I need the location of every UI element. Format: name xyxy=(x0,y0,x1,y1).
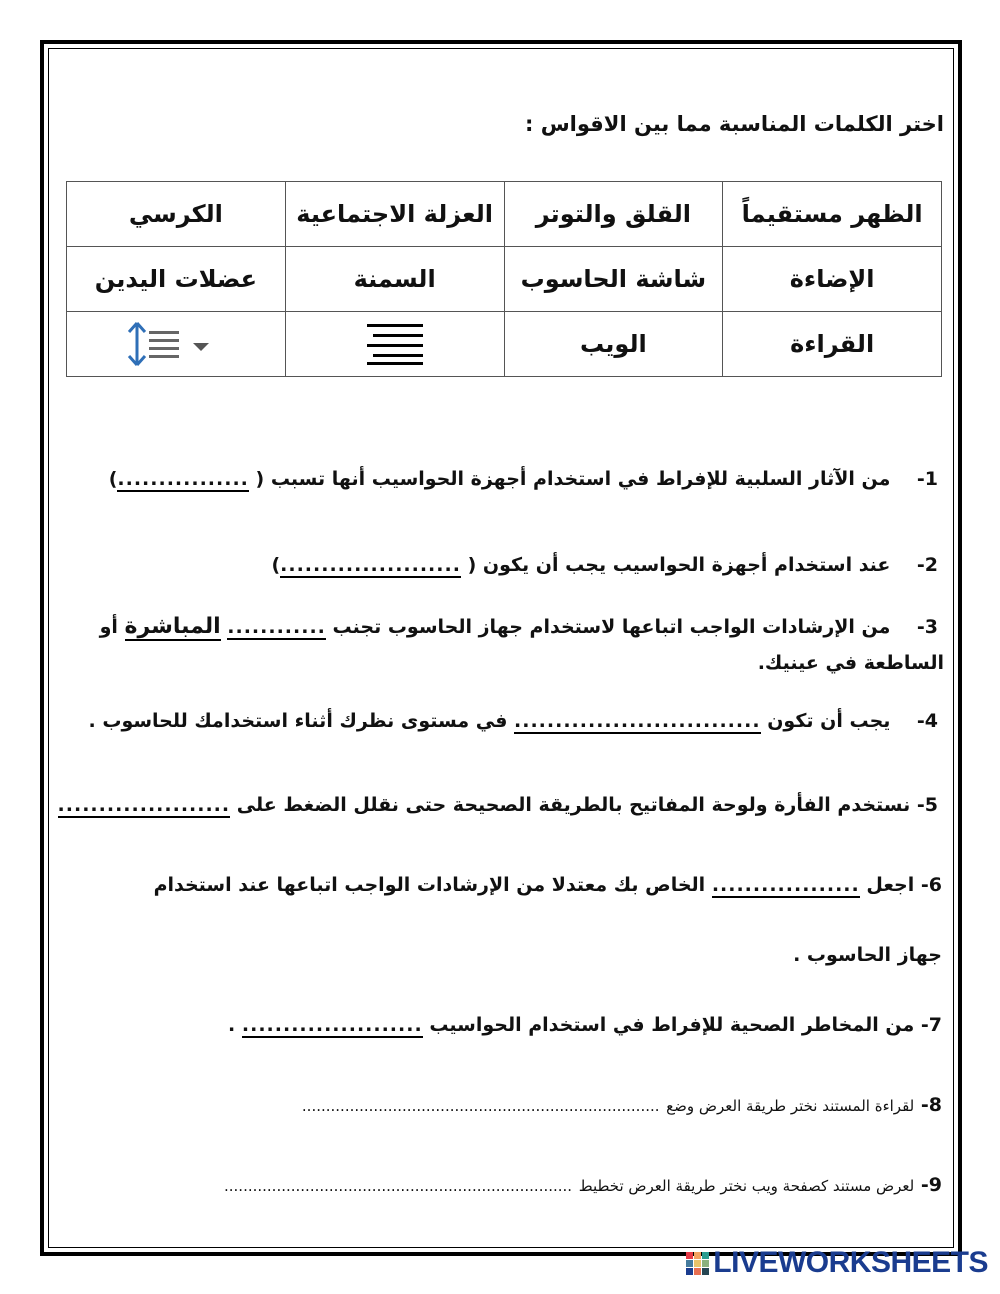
align-justify-icon xyxy=(365,322,425,366)
question-9 xyxy=(224,1174,942,1196)
question-text: يجب أن تكون xyxy=(767,710,891,732)
question-number: 3- xyxy=(916,616,938,638)
word-bank-cell: العزلة الاجتماعية xyxy=(285,182,504,247)
question-text: لعرض مستند كصفحة ويب نختر طريقة العرض تخطيط xyxy=(578,1177,915,1195)
word-bank-row xyxy=(67,312,942,377)
word-bank-cell: الكرسي xyxy=(67,182,286,247)
question-text: اجعل xyxy=(866,874,915,896)
question-2 xyxy=(271,554,938,578)
word-bank-row xyxy=(67,247,942,312)
brand-name: LIVEWORKSHEETS xyxy=(713,1246,988,1279)
question-number: 2- xyxy=(916,554,938,576)
question-text-tail: أو xyxy=(99,616,118,638)
answer-blank[interactable]: ............ xyxy=(227,616,326,638)
word-bank-cell-justify xyxy=(285,312,504,377)
answer-blank[interactable]: ......................................................................... xyxy=(224,1177,573,1195)
word-bank-cell: عضلات اليدين xyxy=(67,247,286,312)
answer-blank[interactable]: ...................... xyxy=(280,554,461,576)
bracket: ) xyxy=(271,554,281,576)
dropdown-arrow-icon xyxy=(193,343,209,351)
word-bank-cell: شاشة الحاسوب xyxy=(504,247,723,312)
question-number: 7- xyxy=(920,1014,942,1036)
question-text: نستخدم الفأرة ولوحة المفاتيح بالطريقة الصحيحة حتى نقلل الضغط على xyxy=(236,794,911,816)
question-text-tail: . xyxy=(228,1014,236,1036)
question-7 xyxy=(228,1014,942,1038)
word-bank-cell: الظهر مستقيماً xyxy=(723,182,942,247)
question-text: من الآثار السلبية للإفراط في استخدام أجهزة الحواسيب أنها تسبب ( xyxy=(255,468,891,490)
logo-mark-icon xyxy=(686,1252,709,1275)
question-text: من المخاطر الصحية للإفراط في استخدام الحواسيب xyxy=(429,1014,915,1036)
answer-blank[interactable]: .............................. xyxy=(514,710,761,732)
question-number: 1- xyxy=(916,468,938,490)
question-5 xyxy=(58,794,938,818)
filled-answer[interactable]: المباشرة xyxy=(124,614,221,639)
answer-blank[interactable]: ..................... xyxy=(57,794,231,816)
question-1 xyxy=(109,468,938,492)
line-spacing-icon xyxy=(121,319,231,369)
question-3 xyxy=(100,614,938,640)
question-text: عند استخدام أجهزة الحواسيب يجب أن يكون ( xyxy=(467,554,891,576)
answer-blank[interactable]: .................. xyxy=(711,874,860,896)
question-6-line2: جهاز الحاسوب . xyxy=(793,944,942,966)
question-number: 5- xyxy=(916,794,938,816)
word-bank-cell: السمنة xyxy=(285,247,504,312)
word-bank-cell: القلق والتوتر xyxy=(504,182,723,247)
liveworksheets-logo xyxy=(686,1246,988,1280)
word-bank-table xyxy=(66,181,942,377)
question-6 xyxy=(154,874,942,898)
word-bank-cell: الويب xyxy=(504,312,723,377)
word-bank-cell: القراءة xyxy=(723,312,942,377)
word-bank-row xyxy=(67,182,942,247)
instruction: اختر الكلمات المناسبة مما بين الاقواس : xyxy=(525,112,944,136)
word-bank-cell-line-spacing xyxy=(67,312,286,377)
question-number: 9- xyxy=(920,1174,942,1196)
question-3-line2: الساطعة في عينيك. xyxy=(757,652,944,674)
question-number: 6- xyxy=(920,874,942,896)
answer-blank[interactable]: ........................................................................... xyxy=(301,1097,660,1115)
question-4 xyxy=(89,710,938,734)
bracket: ) xyxy=(108,468,118,490)
question-text-tail: في مستوى نظرك أثناء استخدامك للحاسوب . xyxy=(88,710,508,732)
question-text-tail: الخاص بك معتدلا من الإرشادات الواجب اتباعها عند استخدام xyxy=(153,874,706,896)
question-8 xyxy=(302,1094,942,1116)
question-text: لقراءة المستند نختر طريقة العرض وضع xyxy=(666,1097,915,1115)
question-number: 4- xyxy=(916,710,938,732)
word-bank-cell: الإضاءة xyxy=(723,247,942,312)
answer-blank[interactable]: ................ xyxy=(117,468,249,490)
answer-blank[interactable]: ...................... xyxy=(241,1014,423,1036)
question-text: من الإرشادات الواجب اتباعها لاستخدام جهاز الحاسوب تجنب xyxy=(332,616,891,638)
question-number: 8- xyxy=(920,1094,942,1116)
